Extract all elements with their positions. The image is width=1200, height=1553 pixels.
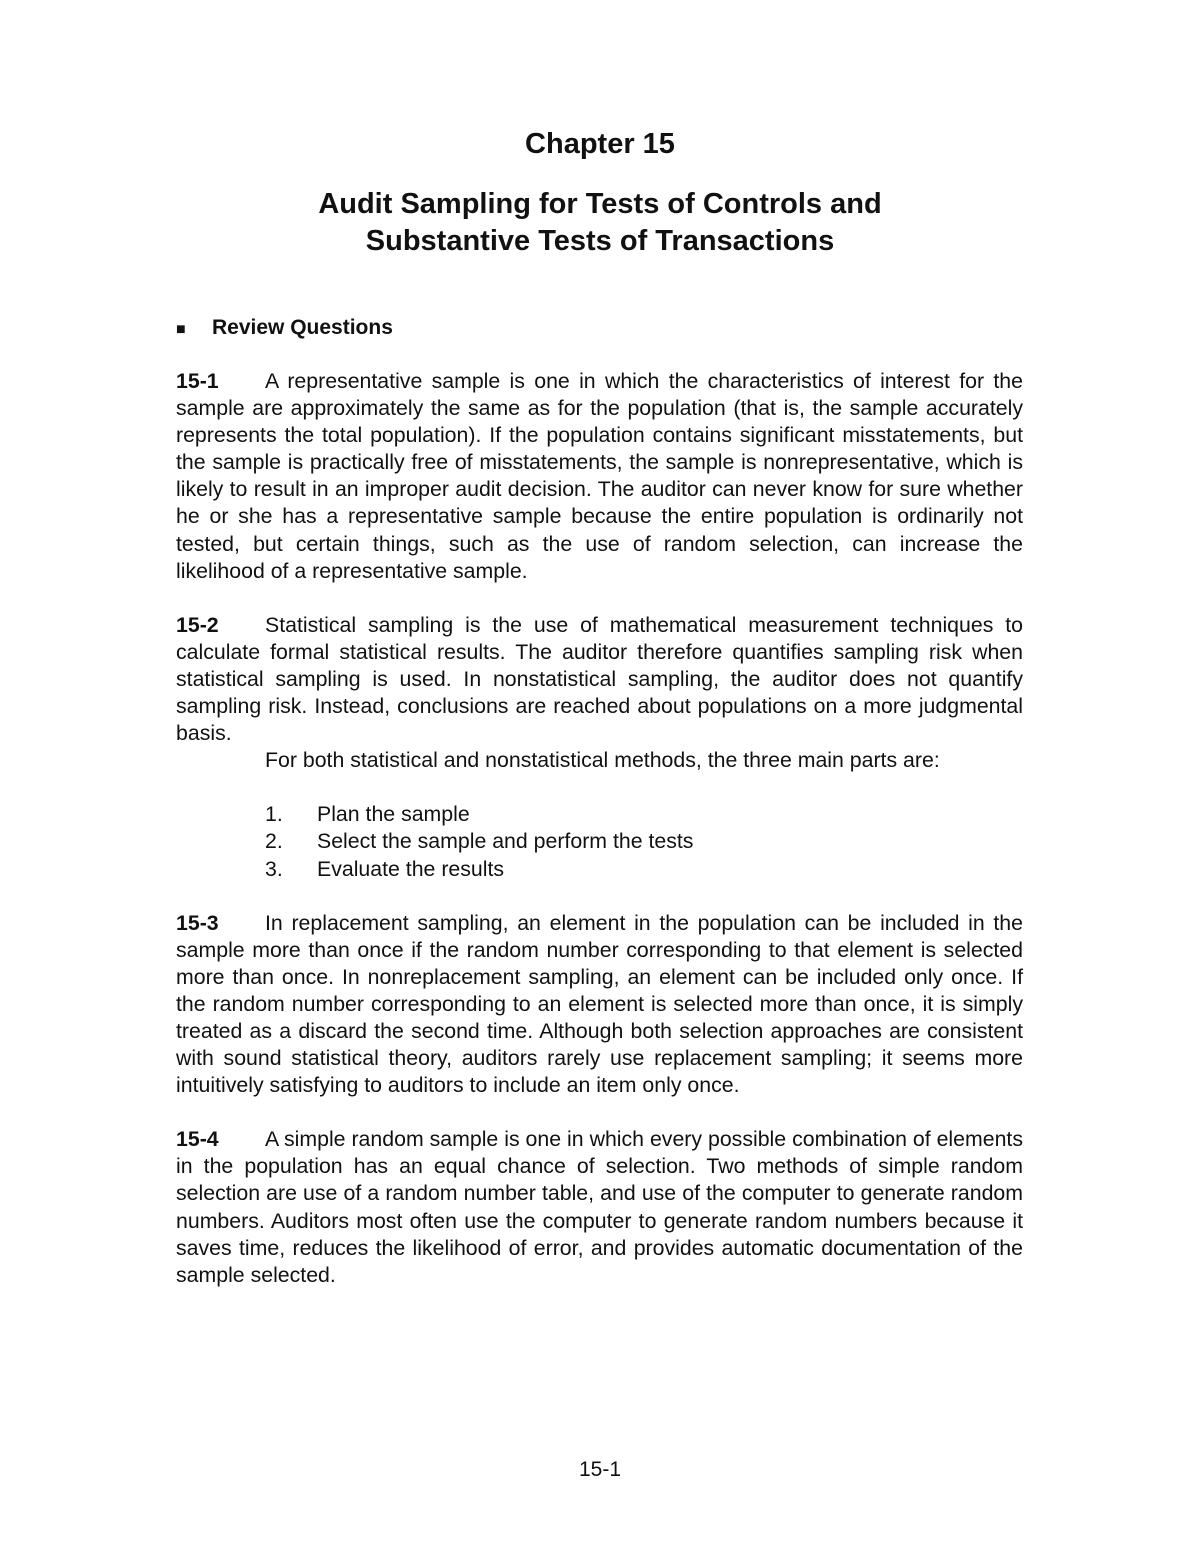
section-heading xyxy=(176,314,393,344)
question-number: 15-2 xyxy=(176,612,219,637)
question-15-2 xyxy=(176,612,1023,747)
question-answer-text: Statistical sampling is the use of mathematical measurement techniques to calculate formal statistical results. The auditor therefore quantifies sampling risk when statistical sampling is used. In nonstatistical sampling, the auditor does not quantify sampling risk. Instead, conclusions are reached about populations on a more judgmental basis. xyxy=(176,612,1023,746)
question-number: 15-1 xyxy=(176,369,219,393)
question-number: 15-4 xyxy=(176,1127,219,1152)
question-15-3 xyxy=(176,910,1023,1100)
list-item-text: Evaluate the results xyxy=(317,856,505,881)
question-15-1 xyxy=(176,368,1023,585)
subtitle-line-1: Audit Sampling for Tests of Controls and xyxy=(318,188,882,220)
square-bullet-icon: ■ xyxy=(176,321,186,338)
chapter-subtitle xyxy=(0,186,1200,260)
subtitle-line-2: Substantive Tests of Transactions xyxy=(365,225,835,257)
section-heading-text: Review Questions xyxy=(212,316,393,339)
list-item-number: 2. xyxy=(265,829,283,854)
list-item-text: Plan the sample xyxy=(317,802,470,827)
question-answer-text: A representative sample is one in which the characteristics of interest for the sample are approximately the same as for the population (that is, the sample accurately represents the total population). If the population contains significant misstatements, but the sample is practically free of misstatements, the sample is nonrepresentative, which is likely to result in an improper audit decision. The auditor can never know for sure whether he or she has a representative sample because the entire population is ordinarily not tested, but certain things, such as the use of random selection, can increase the likelihood of a representative sample. xyxy=(176,369,1023,583)
list-item-number: 3. xyxy=(265,856,283,881)
steps-list xyxy=(176,801,1023,882)
question-followup: For both statistical and nonstatistical methods, the three main parts are: xyxy=(265,748,940,773)
list-item-number: 1. xyxy=(265,802,283,827)
page-number: 15-1 xyxy=(578,1458,622,1481)
question-answer-text: A simple random sample is one in which every possible combination of elements in the population has an equal chance of selection. Two methods of simple random selection are use of a random number table, and use of the computer to generate random numbers. Auditors most often use the computer to generate random numbers because it saves time, reduces the likelihood of error, and provides automatic documentation of the sample selected. xyxy=(176,1127,1023,1287)
chapter-title: Chapter 15 xyxy=(525,128,675,160)
list-item xyxy=(265,856,1023,883)
question-number: 15-3 xyxy=(176,910,219,935)
question-15-4 xyxy=(176,1126,1023,1289)
question-answer-text: In replacement sampling, an element in the population can be included in the sample more than once if the random number corresponding to that element is selected more than once. In nonreplacement sampling, an element can be included only once. If the random number corresponding to an element is selected more than once, it is simply treated as a discard the second time. Although both selection approaches are consistent with sound statistical theory, auditors rarely use replacement sampling; it seems more intuitively satisfying to auditors to include an item only once. xyxy=(176,910,1023,1098)
list-item-text: Select the sample and perform the tests xyxy=(317,829,694,854)
list-item xyxy=(265,801,1023,828)
list-item xyxy=(265,828,1023,855)
review-questions xyxy=(176,368,1023,1316)
